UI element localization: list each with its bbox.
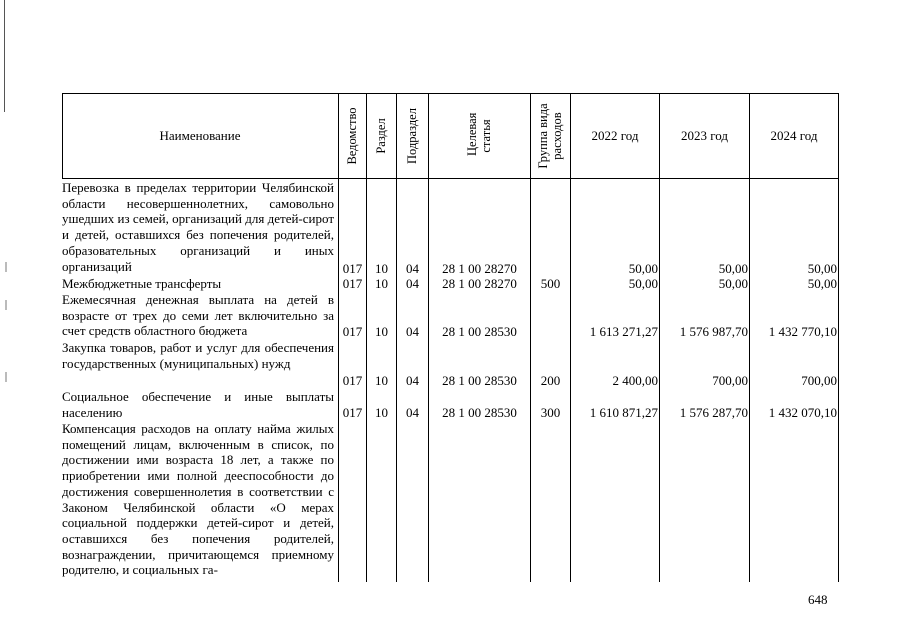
cell-2022: 50,00 bbox=[628, 261, 658, 276]
row-name: Ежемесячная денежная выплата на детей в возрасте от трех до семи лет включительно за счет средств областного бюджета bbox=[62, 292, 334, 339]
cell-vedomstvo: 017 bbox=[342, 276, 363, 291]
cell-celevaya-statya: 28 1 00 28270 bbox=[442, 261, 517, 276]
row-name: Социальное обеспечение и иные выплаты населению bbox=[62, 389, 334, 420]
row-name: Закупка товаров, работ и услуг для обеспечения государственных (муниципальных) нужд bbox=[62, 340, 334, 371]
cell-celevaya-statya: 28 1 00 28530 bbox=[442, 405, 517, 420]
cell-gruppa: 200 bbox=[540, 373, 561, 388]
cell-2024: 1 432 770,10 bbox=[768, 324, 837, 339]
header-gruppa-vida-rashodov: Группа вида расходов bbox=[536, 103, 564, 169]
header-vedomstvo: Ведомство bbox=[345, 107, 359, 165]
cell-2022: 2 400,00 bbox=[612, 373, 658, 388]
page-number: 648 bbox=[808, 592, 828, 607]
cell-podrazdel: 04 bbox=[406, 261, 419, 276]
cell-celevaya-statya: 28 1 00 28270 bbox=[442, 276, 517, 291]
cell-2022: 1 610 871,27 bbox=[589, 405, 658, 420]
cell-razdel: 10 bbox=[375, 373, 388, 388]
cell-2023: 50,00 bbox=[718, 261, 748, 276]
header-celevaya-statya: Целевая статья bbox=[465, 112, 493, 156]
cell-vedomstvo: 017 bbox=[342, 373, 363, 388]
cell-razdel: 10 bbox=[375, 405, 388, 420]
header-razdel: Раздел bbox=[374, 118, 388, 154]
cell-podrazdel: 04 bbox=[406, 276, 419, 291]
cell-podrazdel: 04 bbox=[406, 405, 419, 420]
cell-2023: 1 576 287,70 bbox=[679, 405, 748, 420]
header-2024: 2024 год bbox=[770, 128, 818, 143]
cell-razdel: 10 bbox=[375, 324, 388, 339]
cell-gruppa: 300 bbox=[540, 405, 561, 420]
cell-podrazdel: 04 bbox=[406, 373, 419, 388]
cell-vedomstvo: 017 bbox=[342, 324, 363, 339]
cell-celevaya-statya: 28 1 00 28530 bbox=[442, 373, 517, 388]
cell-vedomstvo: 017 bbox=[342, 405, 363, 420]
header-name: Наименование bbox=[159, 128, 241, 143]
cell-2024: 50,00 bbox=[807, 276, 837, 291]
cell-2024: 1 432 070,10 bbox=[768, 405, 837, 420]
row-name: Перевозка в пределах территории Челябинской области несовершеннолетних, самовольно ушедших из семей, организаций для детей-сирот и детей, оставшихся без попечения родителей, образовательных организаций и иных организаций bbox=[62, 180, 334, 274]
cell-2024: 700,00 bbox=[801, 373, 837, 388]
cell-razdel: 10 bbox=[375, 276, 388, 291]
cell-podrazdel: 04 bbox=[406, 324, 419, 339]
header-podrazdel: Подраздел bbox=[405, 108, 419, 164]
cell-2024: 50,00 bbox=[807, 261, 837, 276]
cell-2023: 700,00 bbox=[712, 373, 748, 388]
cell-2023: 50,00 bbox=[718, 276, 748, 291]
cell-vedomstvo: 017 bbox=[342, 261, 363, 276]
cell-gruppa: 500 bbox=[540, 276, 561, 291]
cell-razdel: 10 bbox=[375, 261, 388, 276]
cell-celevaya-statya: 28 1 00 28530 bbox=[442, 324, 517, 339]
header-2022: 2022 год bbox=[591, 128, 639, 143]
header-2023: 2023 год bbox=[681, 128, 728, 143]
row-name: Компенсация расходов на оплату найма жилых помещений лицам, включенным в список, по достижении ими возраста 18 лет, а также по приобретении ими полной дееспособности до достижения совершеннолетия в соответствии с Законом Челябинской области «О мерах социальной поддержки детей-сирот и детей, оставшихся без попечения родителей, вознаграждении, причитающемся приемному родителю, и социальных га- bbox=[62, 421, 334, 578]
cell-2023: 1 576 987,70 bbox=[679, 324, 748, 339]
row-name: Межбюджетные трансферты bbox=[62, 276, 222, 291]
cell-2022: 50,00 bbox=[628, 276, 658, 291]
cell-2022: 1 613 271,27 bbox=[589, 324, 658, 339]
